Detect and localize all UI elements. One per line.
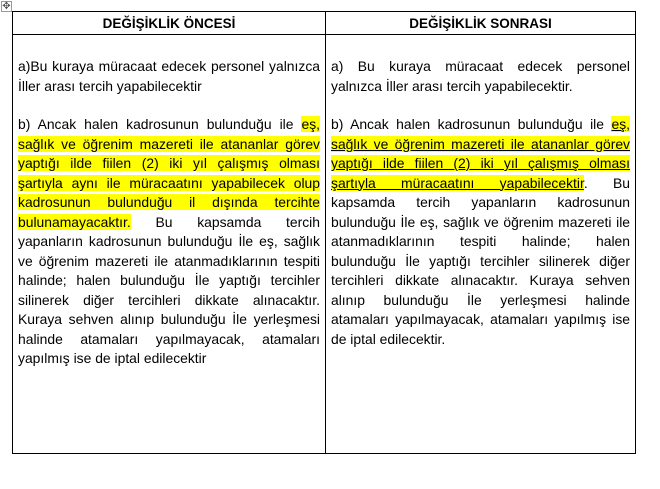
before-paragraph-b-rest: Bu kapsamda tercih yapanların kadrosunun bulunduğu İle eş, sağlık ve öğrenim mazereti ile atanmadıklarının tespiti halinde; halen bulunduğu İle yaptığı tercihler silinerek diğer tercihleri dikkate alınacaktır. Kuraya sehven alınıp bulunduğu İle yerleşmesi halinde atamaları yapılmayacak, atamaları yapılmış ise de iptal edilecektir (18, 213, 320, 366)
after-paragraph-b (331, 115, 630, 349)
before-paragraph-b (18, 115, 320, 369)
before-cell (13, 35, 326, 454)
after-paragraph-b-lead: b) Ancak halen kadrosunun bulunduğu ile (331, 116, 612, 132)
after-paragraph-b-rest: . Bu kapsamda tercih yapanların kadrosunun bulunduğu İle eş, sağlık ve öğrenim mazereti ile atanmadıklarının tespiti halinde; halen bulunduğu İle yaptığı tercihler silinerek diğer tercihleri dikkate alınacaktır. Kuraya sehven alınıp bulunduğu İle yerleşmesi halinde atamaları yapılmayacak, atamaları yapılmış ise de iptal edilecektir. (331, 174, 630, 347)
before-paragraph-b-lead: b) Ancak halen kadrosunun bulunduğu ile (18, 116, 302, 132)
header-row (13, 12, 636, 35)
before-highlighted-text: eş, sağlık ve öğrenim mazereti ile atananlar görev yaptığı ilde fiilen (2) iki yıl çalışmış olması şartıyla aynı ile müracaatını yapabilecek olup kadrosunun bulunduğu il dışında tercihte bulunamayacaktır. (18, 116, 320, 230)
header-before: DEĞİŞİKLİK ÖNCESİ (13, 12, 326, 35)
table-move-handle-icon[interactable]: ✥ (2, 1, 11, 12)
after-highlighted-text: eş, sağlık ve öğrenim mazereti ile atananlar görev yaptığı ilde fiilen (2) iki yıl çalışmış olması şartıyla müracaatını yapabilecektir (331, 116, 630, 191)
comparison-table (12, 11, 636, 454)
header-after: DEĞİŞİKLİK SONRASI (326, 12, 636, 35)
after-paragraph-a: a) Bu kuraya müracaat edecek personel yalnızca İller arası tercih yapabilecektir. (331, 58, 630, 94)
after-cell (326, 35, 636, 454)
content-row (13, 35, 636, 454)
before-paragraph-a: a)Bu kuraya müracaat edecek personel yalnızca İller arası tercih yapabilecektir (18, 58, 320, 94)
